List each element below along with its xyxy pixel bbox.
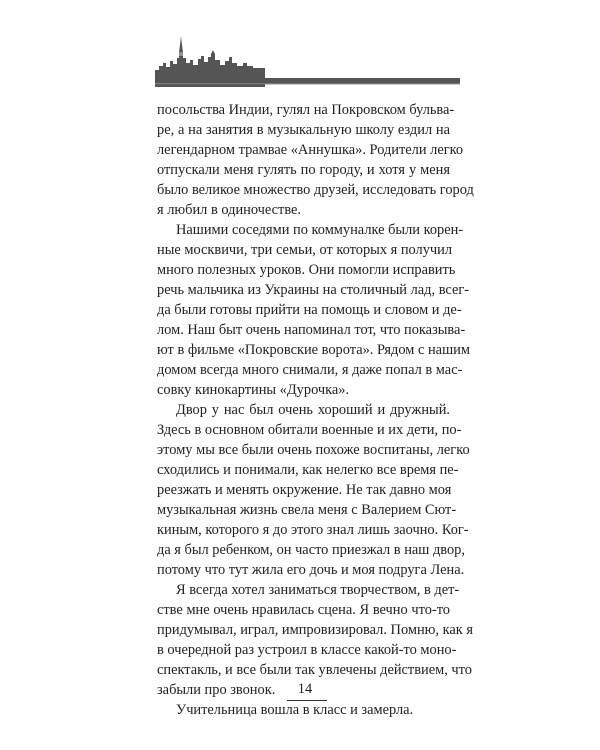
text-line: Здесь в основном обитали военные и их дети, по- [157,422,462,438]
text-line: отпускали меня гулять по городу, и хотя у меня [157,162,450,178]
text-line: стве мне очень нравилась сцена. Я вечно что-то [157,602,450,618]
text-line: потому что тут жила его дочь и моя подруга Лена. [157,562,465,578]
text-line: этому мы все были очень похоже воспитаны, легко [157,442,470,458]
text-line: легендарном трамвае «Аннушка». Родители легко [157,142,464,158]
text-line: Двор у нас был очень хороший и дружный. [176,402,450,418]
text-line: речь мальчика из Украины на столичный лад, всег- [157,282,470,298]
text-line: ре, а на занятия в музыкальную школу ездил на [157,122,450,138]
text-line: было великое множество друзей, исследовать город [157,182,474,198]
text-line: спектакль, и все были так увлечены действием, что [157,662,472,678]
text-line: да я был ребенком, он часто приезжал в наш двор, [157,542,465,558]
text-line: лом. Наш быт очень напоминал тот, что показыва- [157,322,466,338]
text-line: Учительница вошла в класс и замерла. [176,702,414,718]
text-line: придумывал, играл, импровизировал. Помню, как я [157,622,473,638]
paragraph [157,220,470,400]
paragraph [157,700,450,720]
page-number-rule [287,700,327,701]
text-line: реезжать и менять окружение. Не так давно моя [157,482,452,498]
city-skyline-icon [155,30,460,88]
page-body-text [157,100,474,720]
text-line: забыли про звонок. [157,682,276,698]
text-line: да были готовы прийти на помощь и словом и де- [157,302,462,318]
text-line: я любил в одиночестве. [157,202,302,218]
text-line: ют в фильме «Покровские ворота». Рядом с нашим [157,342,470,358]
text-line: совку кинокартины «Дурочка». [157,382,350,398]
text-line: домом всегда много снимали, я даже попал в мас- [157,362,463,378]
paragraph [157,100,474,220]
page-number: 14 [297,681,313,697]
text-line: Я всегда хотел заниматься творчеством, в дет- [176,582,460,598]
paragraph [157,400,470,580]
text-line: сходились и понимали, как нелегко все время пе- [157,462,459,478]
text-line: ные москвичи, три семьи, от которых я получил [157,242,453,258]
text-line: много полезных уроков. Они помогли исправить [157,262,456,278]
text-line: Нашими соседями по коммуналке были корен- [176,222,464,238]
text-line: музыкальная жизнь свела меня с Валерием Сют- [157,502,457,518]
text-line: киным, которого я до этого знал лишь заочно. Ког- [157,522,469,538]
text-line: посольства Индии, гулял на Покровском бульва- [157,102,455,118]
text-line: в очередной раз устроил в классе какой-то моно- [157,642,457,658]
